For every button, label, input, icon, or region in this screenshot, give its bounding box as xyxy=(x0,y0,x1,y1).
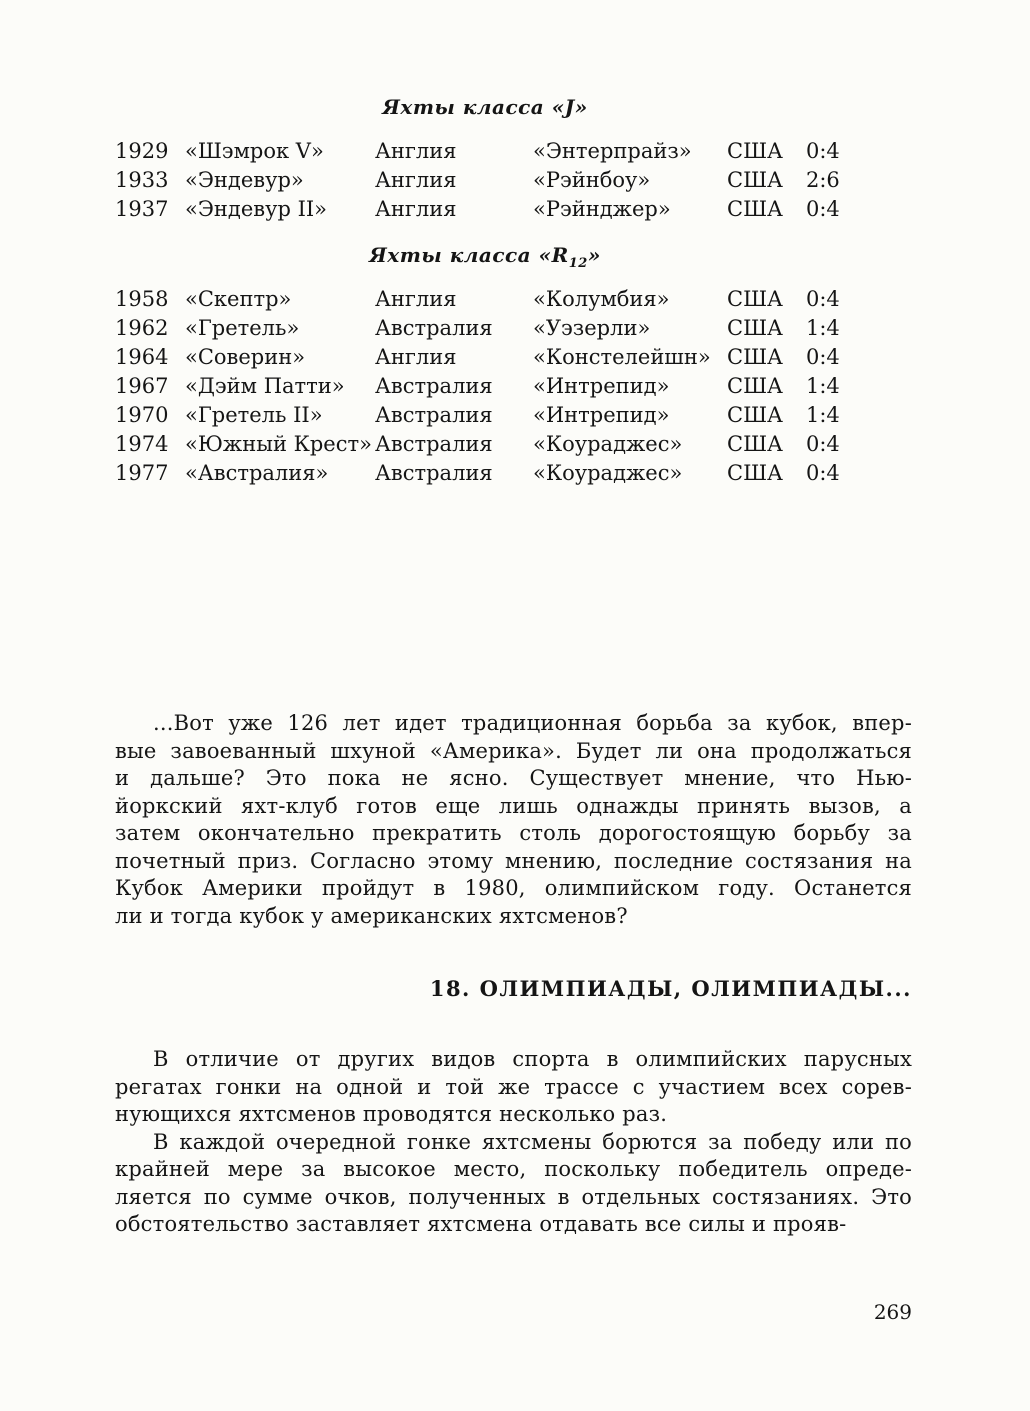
table-title-prefix: Яхты класса «R xyxy=(369,243,569,267)
body-paragraph-1 xyxy=(115,1046,912,1129)
table-cell: 0:4 xyxy=(806,345,840,369)
table-cell: 1970 xyxy=(115,403,169,427)
table-cell: «Гретель» xyxy=(185,316,300,340)
text-line: крайней мере за высокое место, поскольку победитель опреде- xyxy=(115,1157,912,1181)
table-cell: США xyxy=(727,461,783,485)
table-cell: «Гретель II» xyxy=(185,403,323,427)
table-cell: США xyxy=(727,197,783,221)
table-cell: США xyxy=(727,403,783,427)
table-cell: «Рэйнбоу» xyxy=(533,168,651,192)
table-cell: «Интрепид» xyxy=(533,403,670,427)
table-cell: «Рэйнджер» xyxy=(533,197,671,221)
table-row xyxy=(115,137,860,166)
table-title-class-j: Яхты класса «J» xyxy=(382,95,588,119)
text-line: йоркский яхт-клуб готов еще лишь однажды принять вызов, а xyxy=(115,793,912,818)
table-title-class-r12 xyxy=(115,243,855,271)
table-cell: «Констелейшн» xyxy=(533,345,711,369)
table-row xyxy=(115,195,860,224)
text-line: нующихся яхтсменов проводятся несколько раз. xyxy=(115,1102,668,1126)
table-cell: 1929 xyxy=(115,139,169,163)
table-cell: 0:4 xyxy=(806,197,840,221)
text-line: В каждой очередной гонке яхтсмены борются за победу или по xyxy=(153,1129,912,1154)
table-title-suffix: » xyxy=(587,243,601,267)
table-cell: США xyxy=(727,316,783,340)
intro-paragraph xyxy=(115,710,912,930)
table-row xyxy=(115,314,860,343)
section-heading: 18. ОЛИМПИАДЫ, ОЛИМПИАДЫ... xyxy=(429,976,912,1001)
table-cell: 1:4 xyxy=(806,403,840,427)
table-cell: 2:6 xyxy=(806,168,840,192)
table-cell: 1977 xyxy=(115,461,169,485)
table-title-subscript: 12 xyxy=(568,256,588,271)
table-cell: 0:4 xyxy=(806,139,840,163)
table-cell: «Скептр» xyxy=(185,287,292,311)
table-cell: 1962 xyxy=(115,316,169,340)
table-cell: 1:4 xyxy=(806,316,840,340)
text-line: ли и тогда кубок у американских яхтсменов? xyxy=(115,903,628,928)
yacht-table-class-r12 xyxy=(115,285,860,488)
table-cell: 1933 xyxy=(115,168,169,192)
text-line: затем окончательно прекратить столь дорогостоящую борьбу за xyxy=(115,821,912,845)
table-cell: Австралия xyxy=(375,316,493,340)
table-cell: «Южный Крест» xyxy=(185,432,372,456)
table-row xyxy=(115,285,860,314)
table-cell: «Соверин» xyxy=(185,345,306,369)
table-cell: «Австралия» xyxy=(185,461,329,485)
table-cell: Австралия xyxy=(375,461,493,485)
table-cell: 1974 xyxy=(115,432,169,456)
table-cell: США xyxy=(727,139,783,163)
section-body xyxy=(115,1046,912,1239)
table-row xyxy=(115,343,860,372)
text-line: ляется по сумме очков, полученных в отдельных состязаниях. Это xyxy=(115,1184,912,1209)
table-cell: «Энтерпрайз» xyxy=(533,139,692,163)
table-cell: «Интрепид» xyxy=(533,374,670,398)
table-cell: 1:4 xyxy=(806,374,840,398)
page-number: 269 xyxy=(873,1300,912,1324)
text-line: Кубок Америки пройдут в 1980, олимпийском году. Останется xyxy=(115,876,912,900)
yacht-table-class-j xyxy=(115,137,860,224)
text-line: почетный приз. Согласно этому мнению, последние состязания на xyxy=(115,848,912,873)
table-row xyxy=(115,372,860,401)
table-cell: США xyxy=(727,168,783,192)
table-cell: 1964 xyxy=(115,345,169,369)
table-row xyxy=(115,166,860,195)
table-cell: Англия xyxy=(375,168,457,192)
table-cell: Австралия xyxy=(375,374,493,398)
text-line: вые завоеванный шхуной «Америка». Будет ли она продолжаться xyxy=(115,738,912,763)
text-line: обстоятельство заставляет яхтсмена отдавать все силы и прояв- xyxy=(115,1212,847,1236)
table-cell: «Шэмрок V» xyxy=(185,139,324,163)
text-line: и дальше? Это пока не ясно. Существует мнение, что Нью- xyxy=(115,766,912,790)
table-cell: 0:4 xyxy=(806,287,840,311)
table-cell: 1967 xyxy=(115,374,169,398)
text-line: В отличие от других видов спорта в олимпийских парусных xyxy=(153,1047,912,1071)
table-cell: 0:4 xyxy=(806,461,840,485)
table-cell: 1958 xyxy=(115,287,169,311)
table-cell: «Эндевур» xyxy=(185,168,304,192)
text-line: ...Вот уже 126 лет идет традиционная борьба за кубок, впер- xyxy=(153,711,912,735)
table-cell: «Эндевур II» xyxy=(185,197,328,221)
table-cell: США xyxy=(727,287,783,311)
table-cell: «Коураджес» xyxy=(533,461,683,485)
text-line: регатах гонки на одной и той же трассе с участием всех сорев- xyxy=(115,1074,912,1099)
table-cell: «Уэзерли» xyxy=(533,316,651,340)
table-row xyxy=(115,430,860,459)
table-cell: Англия xyxy=(375,139,457,163)
table-cell: Англия xyxy=(375,197,457,221)
table-cell: США xyxy=(727,374,783,398)
table-cell: 1937 xyxy=(115,197,169,221)
body-paragraph-2 xyxy=(115,1129,912,1239)
table-row xyxy=(115,401,860,430)
table-cell: США xyxy=(727,432,783,456)
table-cell: Австралия xyxy=(375,403,493,427)
table-cell: «Колумбия» xyxy=(533,287,670,311)
table-cell: Австралия xyxy=(375,432,493,456)
table-cell: 0:4 xyxy=(806,432,840,456)
table-row xyxy=(115,459,860,488)
table-cell: США xyxy=(727,345,783,369)
table-cell: Англия xyxy=(375,345,457,369)
table-cell: Англия xyxy=(375,287,457,311)
table-cell: «Коураджес» xyxy=(533,432,683,456)
table-cell: «Дэйм Патти» xyxy=(185,374,345,398)
